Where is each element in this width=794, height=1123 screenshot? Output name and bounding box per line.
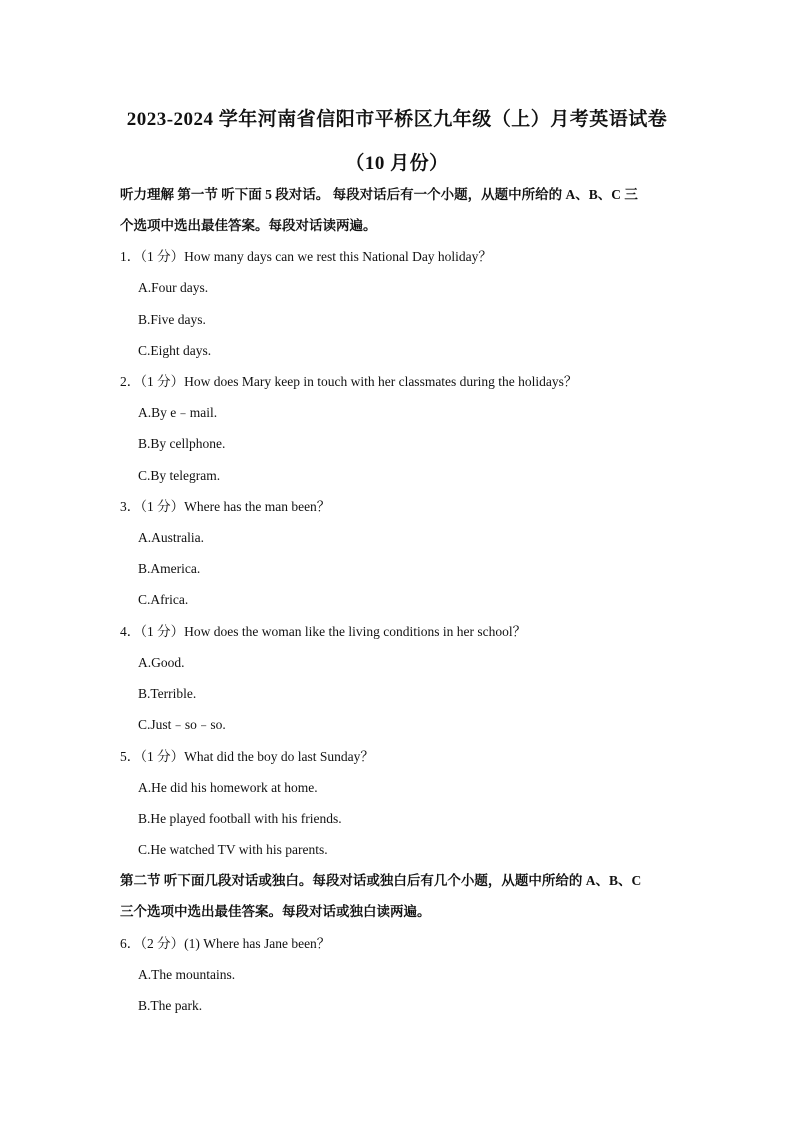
question-2-stem: 2．（1 分）How does Mary keep in touch with her classmates during the holidays？	[120, 374, 578, 389]
question-4-option-a: A.Good.	[138, 655, 185, 670]
question-1-option-a: A.Four days.	[138, 280, 209, 295]
question-4-stem: 4．（1 分）How does the woman like the living conditions in her school？	[120, 624, 527, 639]
document-subtitle: （10 月份）	[345, 153, 449, 174]
question-4-option-b: B.Terrible.	[138, 686, 197, 701]
question-1-option-c: C.Eight days.	[138, 343, 212, 358]
question-2-option-c: C.By telegram.	[138, 468, 221, 483]
question-6-option-b: B.The park.	[138, 998, 203, 1013]
question-4-option-c: C.Just﹣so﹣so.	[138, 717, 226, 732]
question-3-option-b: B.America.	[138, 561, 201, 576]
question-5-option-a: A.He did his homework at home.	[138, 780, 318, 795]
section1-instruction-line1: 听力理解 第一节 听下面 5 段对话。 每段对话后有一个小题，从题中所给的 A、B、C 三	[120, 187, 638, 202]
question-6-stem: 6．（2 分）(1) Where has Jane been？	[120, 936, 331, 951]
section2-instruction-line1: 第二节 听下面几段对话或独白。每段对话或独白后有几个小题，从题中所给的 A、B、C	[120, 873, 642, 888]
question-6-option-a: A.The mountains.	[138, 967, 236, 982]
question-2-option-b: B.By cellphone.	[138, 436, 226, 451]
question-1-option-b: B.Five days.	[138, 312, 206, 327]
question-3-option-c: C.Africa.	[138, 592, 189, 607]
document-title: 2023-2024 学年河南省信阳市平桥区九年级（上）月考英语试卷	[126, 109, 668, 130]
question-3-option-a: A.Australia.	[138, 530, 204, 545]
section1-instruction-line2: 个选项中选出最佳答案。每段对话读两遍。	[120, 218, 377, 233]
question-1-stem: 1．（1 分）How many days can we rest this National Day holiday？	[120, 249, 492, 264]
question-5-option-b: B.He played football with his friends.	[138, 811, 342, 826]
question-5-option-c: C.He watched TV with his parents.	[138, 842, 328, 857]
question-3-stem: 3．（1 分）Where has the man been？	[120, 499, 331, 514]
question-2-option-a: A.By e﹣mail.	[138, 405, 218, 420]
section2-instruction-line2: 三个选项中选出最佳答案。每段对话或独白读两遍。	[120, 904, 431, 919]
question-5-stem: 5．（1 分）What did the boy do last Sunday？	[120, 749, 374, 764]
